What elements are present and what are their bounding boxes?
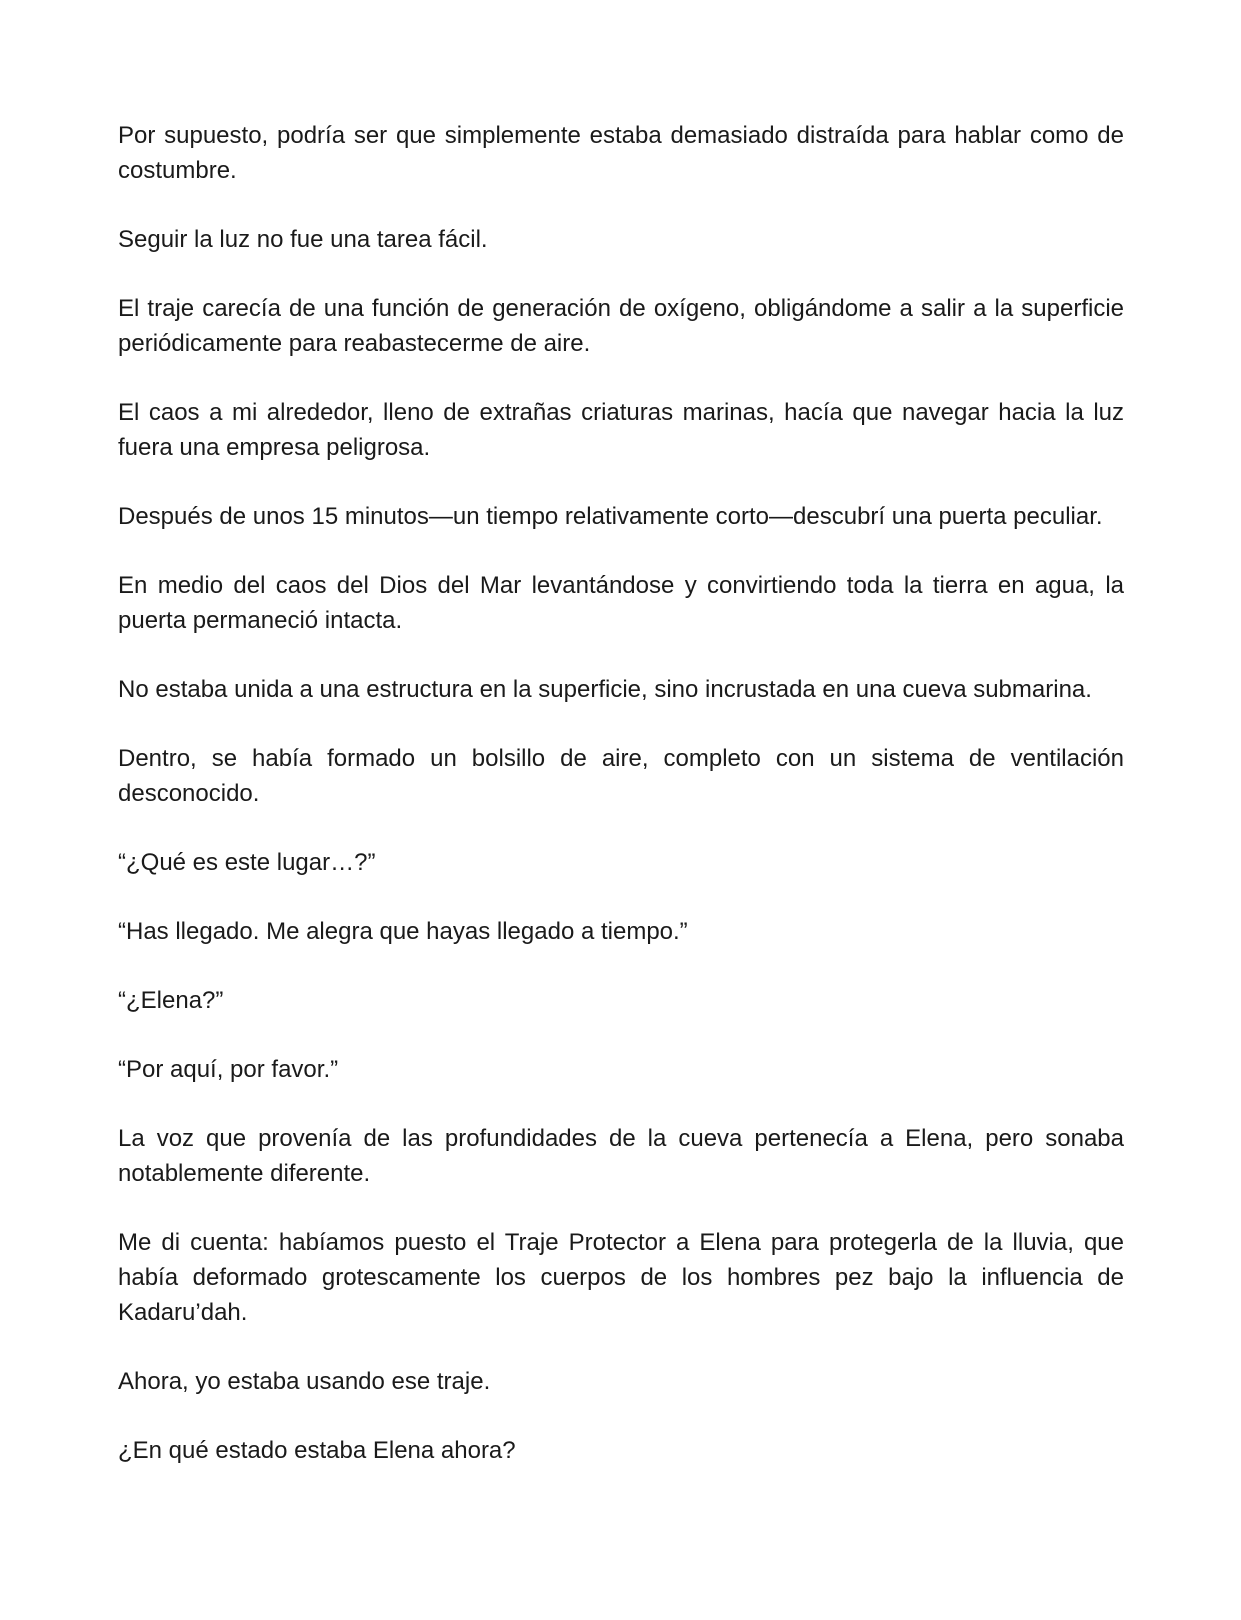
body-text <box>118 118 1124 1502</box>
paragraph: Por supuesto, podría ser que simplemente estaba demasiado distraída para hablar como de costumbre. <box>118 122 1124 184</box>
paragraph: La voz que provenía de las profundidades de la cueva pertenecía a Elena, pero sonaba notablemente diferente. <box>118 1125 1124 1187</box>
dialogue-line: “Por aquí, por favor.” <box>118 1056 339 1083</box>
paragraph: Seguir la luz no fue una tarea fácil. <box>118 226 488 253</box>
dialogue-line: “¿Qué es este lugar…?” <box>118 849 376 876</box>
paragraph: No estaba unida a una estructura en la superficie, sino incrustada en una cueva submarina. <box>118 676 1092 703</box>
paragraph: ¿En qué estado estaba Elena ahora? <box>118 1437 516 1464</box>
paragraph: Ahora, yo estaba usando ese traje. <box>118 1368 491 1395</box>
dialogue-line: “¿Elena?” <box>118 987 224 1014</box>
paragraph: El caos a mi alrededor, lleno de extrañas criaturas marinas, hacía que navegar hacia la luz fuera una empresa peligrosa. <box>118 399 1124 461</box>
dialogue-line: “Has llegado. Me alegra que hayas llegado a tiempo.” <box>118 918 688 945</box>
paragraph: Dentro, se había formado un bolsillo de aire, completo con un sistema de ventilación desconocido. <box>118 745 1124 807</box>
paragraph: Me di cuenta: habíamos puesto el Traje Protector a Elena para protegerla de la lluvia, que había deformado grotescamente los cuerpos de los hombres pez bajo la influencia de Kadaru’dah. <box>118 1229 1124 1326</box>
paragraph: El traje carecía de una función de generación de oxígeno, obligándome a salir a la superficie periódicamente para reabastecerme de aire. <box>118 295 1124 357</box>
paragraph: Después de unos 15 minutos—un tiempo relativamente corto—descubrí una puerta peculiar. <box>118 503 1103 530</box>
paragraph: En medio del caos del Dios del Mar levantándose y convirtiendo toda la tierra en agua, la puerta permaneció intacta. <box>118 572 1124 634</box>
